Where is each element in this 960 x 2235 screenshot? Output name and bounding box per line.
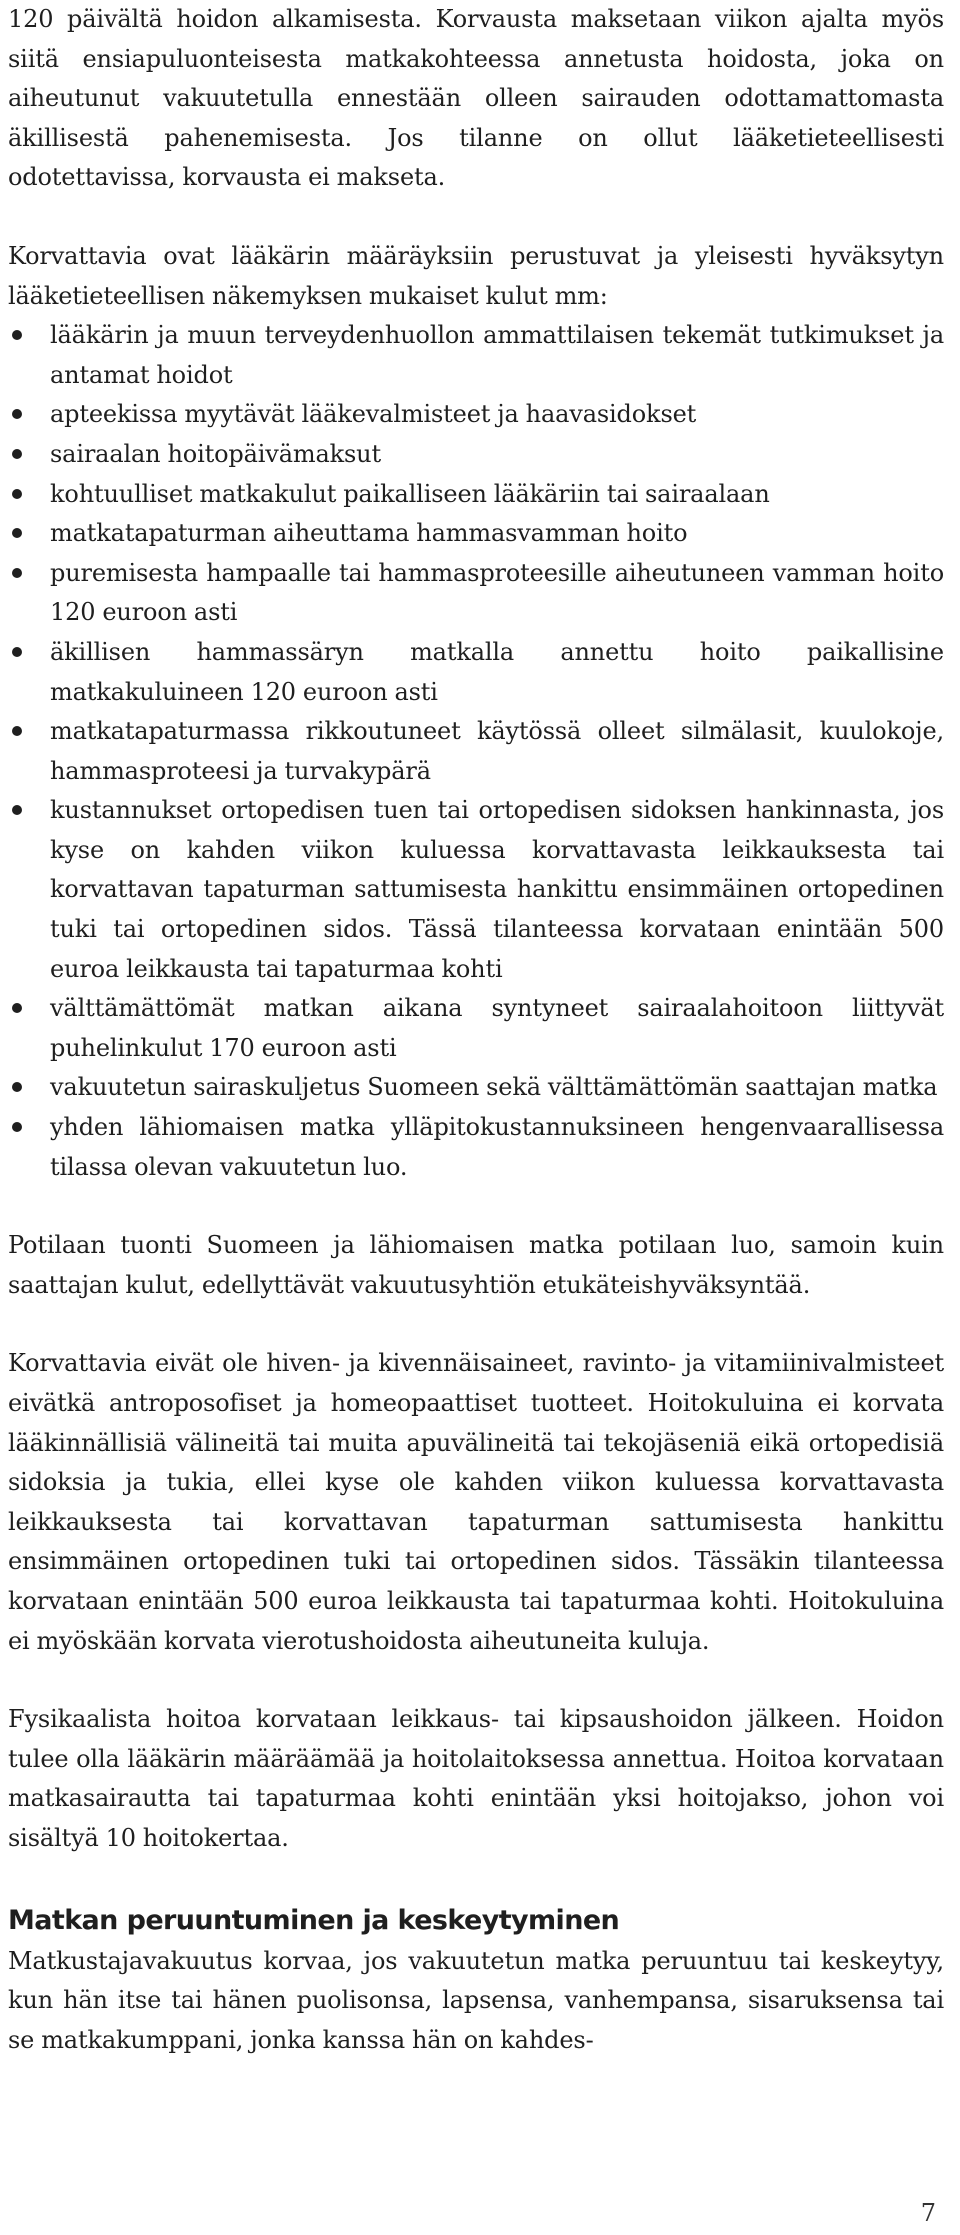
spacer	[8, 1661, 944, 1700]
list-item	[8, 1108, 944, 1187]
list-item	[8, 435, 944, 475]
list-item	[8, 395, 944, 435]
paragraph-covered-costs-intro: Korvattavia ovat lääkärin määräyksiin perustuvat ja yleisesti hyväksytyn lääketieteellisen näkemyksen mukaiset kulut mm:	[8, 241, 944, 310]
list-item-text: yhden lähiomaisen matka ylläpitokustannuksineen hengenvaarallisessa tilassa olevan vakuutetun luo.	[50, 1113, 944, 1181]
list-item	[8, 791, 944, 989]
page-number: 7	[920, 2199, 936, 2227]
spacer	[8, 1305, 944, 1344]
list-item	[8, 514, 944, 554]
section-heading: Matkan peruuntuminen ja keskeytyminen	[8, 1904, 620, 1936]
paragraph-cancellation: Matkustajavakuutus korvaa, jos vakuutetun matka peruuntuu tai keskeytyy, kun hän itse tai hänen puolisonsa, lapsensa, vanhempansa, sisaruksensa tai se matkakumppani, jonka kanssa hän on kahdes-	[8, 1946, 944, 2054]
list-item	[8, 633, 944, 712]
paragraph-not-covered: Korvattavia eivät ole hiven- ja kivennäisaineet, ravinto- ja vitamiinivalmisteet eivätkä antroposofiset ja homeopaattiset tuotteet. Hoitokuluina ei korvata lääkinnällisiä välineitä tai muita apuvälineitä tai tekojäseniä eikä ortopedisiä sidoksia ja tukia, ellei kyse ole kahden viikon kuluessa korvattavasta leikkauksesta tai korvattavan tapaturman sattumisesta hankittu ensimmäinen ortopedinen tuki tai ortopedinen sidos. Tässäkin tilanteessa korvataan enintään 500 euroa leikkausta tai tapaturmaa kohti. Hoitokuluina ei myöskään korvata vierotushoidosta aiheutuneita kuluja.	[8, 1349, 944, 1655]
list-item	[8, 316, 944, 395]
list-item-text: vakuutetun sairaskuljetus Suomeen sekä välttämättömän saattajan matka	[50, 1073, 938, 1102]
list-item	[8, 712, 944, 791]
paragraph-continuation: 120 päivältä hoidon alkamisesta. Korvausta maksetaan viikon ajalta myös siitä ensiapuluonteisesta matkakohteessa annetusta hoidosta, joka on aiheutunut vakuutetulla ennestään olleen sairauden odottamattomasta äkillisestä pahenemisesta. Jos tilanne on ollut lääketieteellisesti odotettavissa, korvausta ei makseta.	[8, 5, 944, 192]
paragraph-physiotherapy: Fysikaalista hoitoa korvataan leikkaus- tai kipsaushoidon jälkeen. Hoidon tulee olla lääkärin määräämää ja hoitolaitoksessa annettua. Hoitoa korvataan matkasairautta tai tapaturmaa kohti enintään yksi hoitojakso, johon voi sisältyä 10 hoitokertaa.	[8, 1705, 944, 1852]
list-item-text: lääkärin ja muun terveydenhuollon ammattilaisen tekemät tutkimukset ja antamat hoidot	[50, 321, 944, 389]
document-page	[8, 0, 944, 2060]
list-item	[8, 989, 944, 1068]
list-item	[8, 554, 944, 633]
covered-costs-list	[8, 316, 944, 1187]
spacer	[8, 1859, 944, 1900]
list-item-text: apteekissa myytävät lääkevalmisteet ja haavasidokset	[50, 400, 697, 429]
spacer	[8, 198, 944, 237]
list-item-text: kohtuulliset matkakulut paikalliseen lääkäriin tai sairaalaan	[50, 479, 770, 508]
list-item-text: välttämättömät matkan aikana syntyneet sairaalahoitoon liittyvät puhelinkulut 170 euroon asti	[50, 994, 944, 1062]
list-item-text: matkatapaturman aiheuttama hammasvamman hoito	[50, 519, 688, 548]
spacer	[8, 1187, 944, 1226]
list-item-text: matkatapaturmassa rikkoutuneet käytössä olleet silmälasit, kuulokoje, hammasproteesi ja turvakypärä	[50, 717, 944, 785]
list-item	[8, 1068, 944, 1108]
list-item-text: sairaalan hoitopäivämaksut	[50, 439, 381, 468]
list-item-text: puremisesta hampaalle tai hammasproteesille aiheutuneen vamman hoito 120 euroon asti	[50, 558, 944, 627]
list-item-text: äkillisen hammassäryn matkalla annettu hoito paikallisine matkakuluineen 120 euroon asti	[50, 637, 944, 706]
list-item	[8, 475, 944, 515]
paragraph-patient-transport: Potilaan tuonti Suomeen ja lähiomaisen matka potilaan luo, samoin kuin saattajan kulut, edellyttävät vakuutusyhtiön etukäteishyväksyntää.	[8, 1231, 944, 1299]
list-item-text: kustannukset ortopedisen tuen tai ortopedisen sidoksen hankinnasta, jos kyse on kahden viikon kuluessa korvattavasta leikkauksesta tai korvattavan tapaturman sattumisesta hankittu ensimmäinen ortopedinen tuki tai ortopedinen sidos. Tässä tilanteessa korvataan enintään 500 euroa leikkausta tai tapaturmaa kohti	[50, 796, 944, 983]
